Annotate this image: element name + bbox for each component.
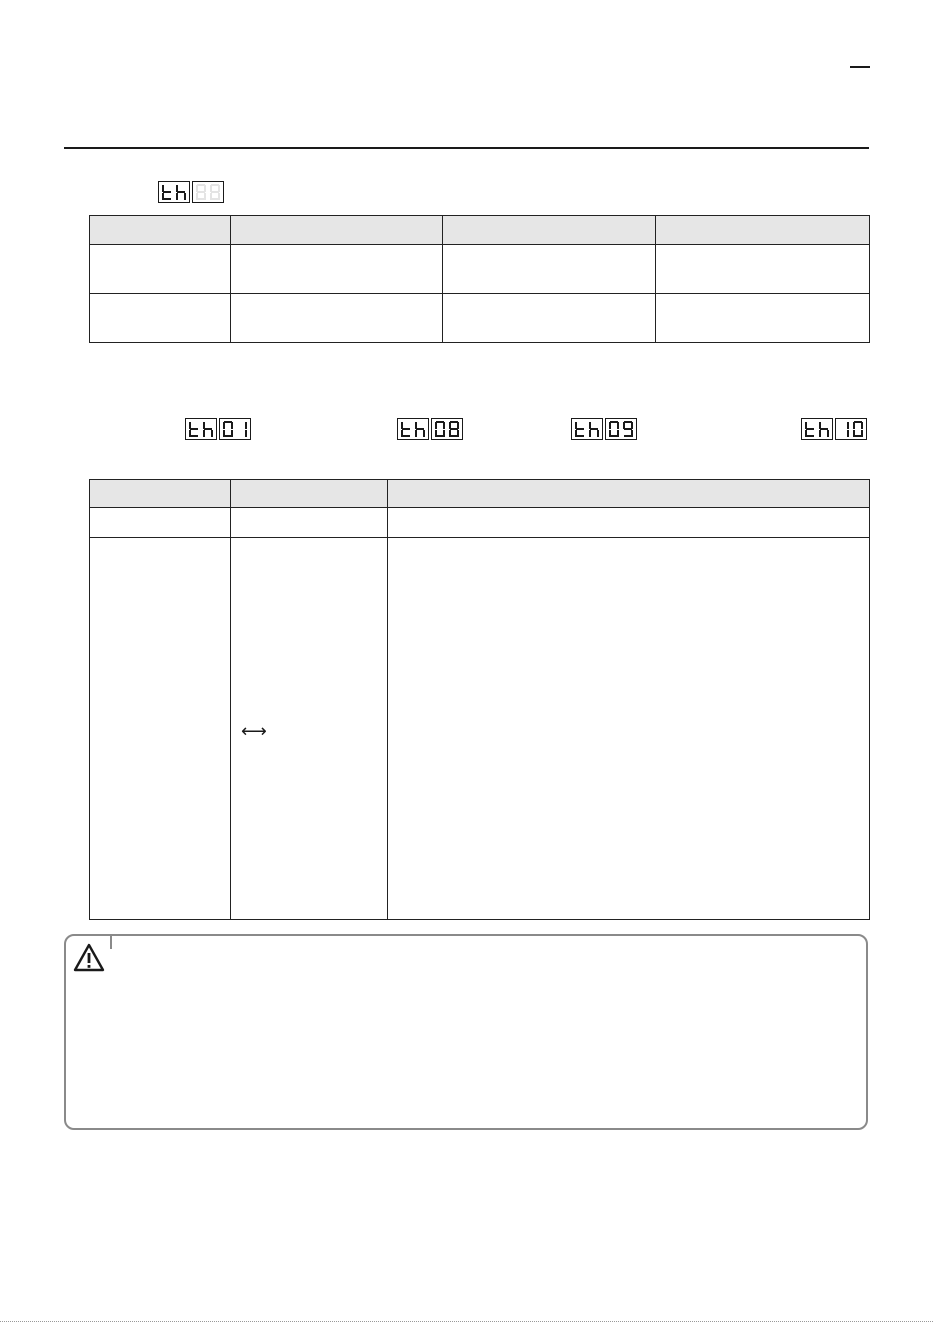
table-header-cell [231, 216, 443, 245]
table-cell [90, 508, 231, 538]
table-header-cell [388, 480, 870, 508]
table-cell [656, 294, 870, 343]
display-code-th10 [801, 418, 869, 440]
table-header-cell [656, 216, 870, 245]
table-header-cell [443, 216, 656, 245]
display-code-th09 [571, 418, 639, 440]
caution-box [64, 934, 868, 1130]
display-code-prefix [801, 418, 833, 440]
table-cell [231, 245, 443, 294]
display-code-prefix [571, 418, 603, 440]
table-header-cell [90, 480, 231, 508]
table-cell [388, 508, 870, 538]
function-table [89, 479, 870, 920]
settings-table [89, 215, 870, 343]
table-cell [388, 538, 870, 920]
table-cell [231, 508, 388, 538]
table-cell [231, 294, 443, 343]
display-code-prefix [397, 418, 429, 440]
table-header-row [90, 216, 870, 245]
display-code-value [192, 181, 224, 203]
bidirectional-arrow: ⟷ [241, 721, 267, 742]
page-number [838, 50, 874, 80]
table-row [90, 294, 870, 343]
display-code-header [158, 181, 226, 203]
warning-triangle-icon [73, 943, 105, 973]
display-code-prefix [158, 181, 190, 203]
table-cell [90, 538, 231, 920]
table-header-cell [231, 480, 388, 508]
page-bottom-rule [0, 1321, 933, 1322]
table-header-cell [90, 216, 231, 245]
table-cell [90, 294, 231, 343]
display-code-prefix [185, 418, 217, 440]
table-header-row [90, 480, 870, 508]
caution-tab-marker [110, 935, 112, 949]
display-code-value [835, 418, 867, 440]
page-number-dash [850, 66, 870, 68]
display-code-value [431, 418, 463, 440]
display-code-value [605, 418, 637, 440]
table-row [90, 508, 870, 538]
display-code-th08 [397, 418, 465, 440]
display-code-value [219, 418, 251, 440]
table-cell [443, 245, 656, 294]
table-row [90, 245, 870, 294]
display-code-th01 [185, 418, 253, 440]
header-rule [64, 147, 869, 149]
table-row [90, 538, 870, 920]
table-cell [443, 294, 656, 343]
table-cell [656, 245, 870, 294]
table-cell [90, 245, 231, 294]
